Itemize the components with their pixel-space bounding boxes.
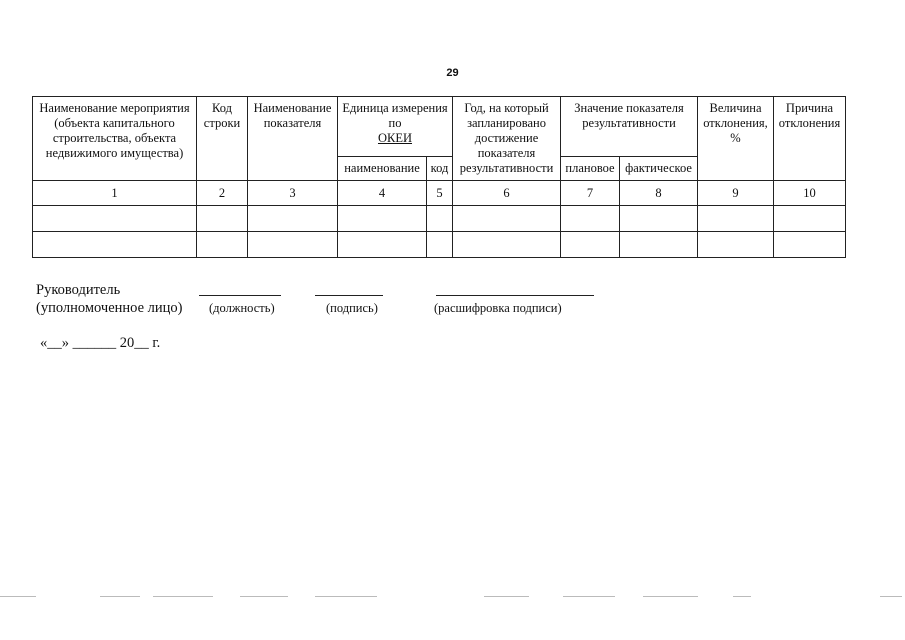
table-cell[interactable] <box>774 232 846 258</box>
header-row-code: Код строки <box>197 97 248 181</box>
page-number: 29 <box>446 67 459 79</box>
signature-caption: (подпись) <box>326 301 378 315</box>
column-number-row <box>33 181 846 206</box>
head-label: Руководитель <box>36 282 121 298</box>
header-indicator-name: Наименование показателя <box>248 97 338 181</box>
column-number: 2 <box>197 181 248 206</box>
header-unit-code: код <box>427 156 453 180</box>
header-activity-name: Наименование мероприятия (объекта капитального строительства, объекта недвижимого имущества) <box>33 97 197 181</box>
table-cell[interactable] <box>620 206 698 232</box>
table-cell[interactable] <box>33 232 197 258</box>
column-number: 5 <box>427 181 453 206</box>
table-cell[interactable] <box>427 206 453 232</box>
table-cell[interactable] <box>698 232 774 258</box>
table-cell[interactable] <box>620 232 698 258</box>
scan-line <box>240 596 288 597</box>
table-cell[interactable] <box>338 206 427 232</box>
column-number: 3 <box>248 181 338 206</box>
header-unit-title: Единица измерения по <box>342 101 448 130</box>
column-number: 6 <box>453 181 561 206</box>
table-row <box>33 206 846 232</box>
signature-decoding-caption: (расшифровка подписи) <box>434 301 562 315</box>
table-cell[interactable] <box>453 206 561 232</box>
scan-line <box>484 596 529 597</box>
table-cell[interactable] <box>774 206 846 232</box>
header-actual: фактическое <box>620 156 698 180</box>
column-number: 8 <box>620 181 698 206</box>
table-cell[interactable] <box>197 206 248 232</box>
table-cell[interactable] <box>248 206 338 232</box>
table-cell[interactable] <box>561 206 620 232</box>
header-unit <box>338 97 453 157</box>
signature-field-line[interactable] <box>315 295 383 296</box>
table-cell[interactable] <box>248 232 338 258</box>
signature-decoding-field-line[interactable] <box>436 295 594 296</box>
header-unit-name: наименование <box>338 156 427 180</box>
header-deviation-value: Величина отклонения, % <box>698 97 774 181</box>
table-cell[interactable] <box>453 232 561 258</box>
table-cell[interactable] <box>338 232 427 258</box>
position-field-line[interactable] <box>199 295 281 296</box>
okei-link[interactable]: ОКЕИ <box>377 131 413 145</box>
column-number: 7 <box>561 181 620 206</box>
scan-line <box>100 596 140 597</box>
header-deviation-reason: Причина отклонения <box>774 97 846 181</box>
table-cell[interactable] <box>427 232 453 258</box>
column-number: 9 <box>698 181 774 206</box>
scan-line <box>0 596 36 597</box>
table-cell[interactable] <box>197 232 248 258</box>
table-cell[interactable] <box>33 206 197 232</box>
column-number: 4 <box>338 181 427 206</box>
header-target-year: Год, на который запланировано достижение показателя результативности <box>453 97 561 181</box>
results-table <box>32 96 846 258</box>
table-row <box>33 232 846 258</box>
scan-line <box>880 596 902 597</box>
scan-line <box>733 596 751 597</box>
authorized-person-label: (уполномоченное лицо) <box>36 300 183 316</box>
date-field[interactable]: «__» ______ 20__ г. <box>40 335 161 351</box>
scan-line <box>315 596 377 597</box>
column-number: 10 <box>774 181 846 206</box>
table-cell[interactable] <box>561 232 620 258</box>
scan-line <box>643 596 698 597</box>
position-caption: (должность) <box>209 301 275 315</box>
header-indicator-value: Значение показателя результативности <box>561 97 698 157</box>
header-row-1 <box>33 97 846 157</box>
column-number: 1 <box>33 181 197 206</box>
footer-scan-artifacts <box>0 596 905 602</box>
scan-line <box>153 596 213 597</box>
scan-line <box>563 596 615 597</box>
header-planned: плановое <box>561 156 620 180</box>
table-cell[interactable] <box>698 206 774 232</box>
